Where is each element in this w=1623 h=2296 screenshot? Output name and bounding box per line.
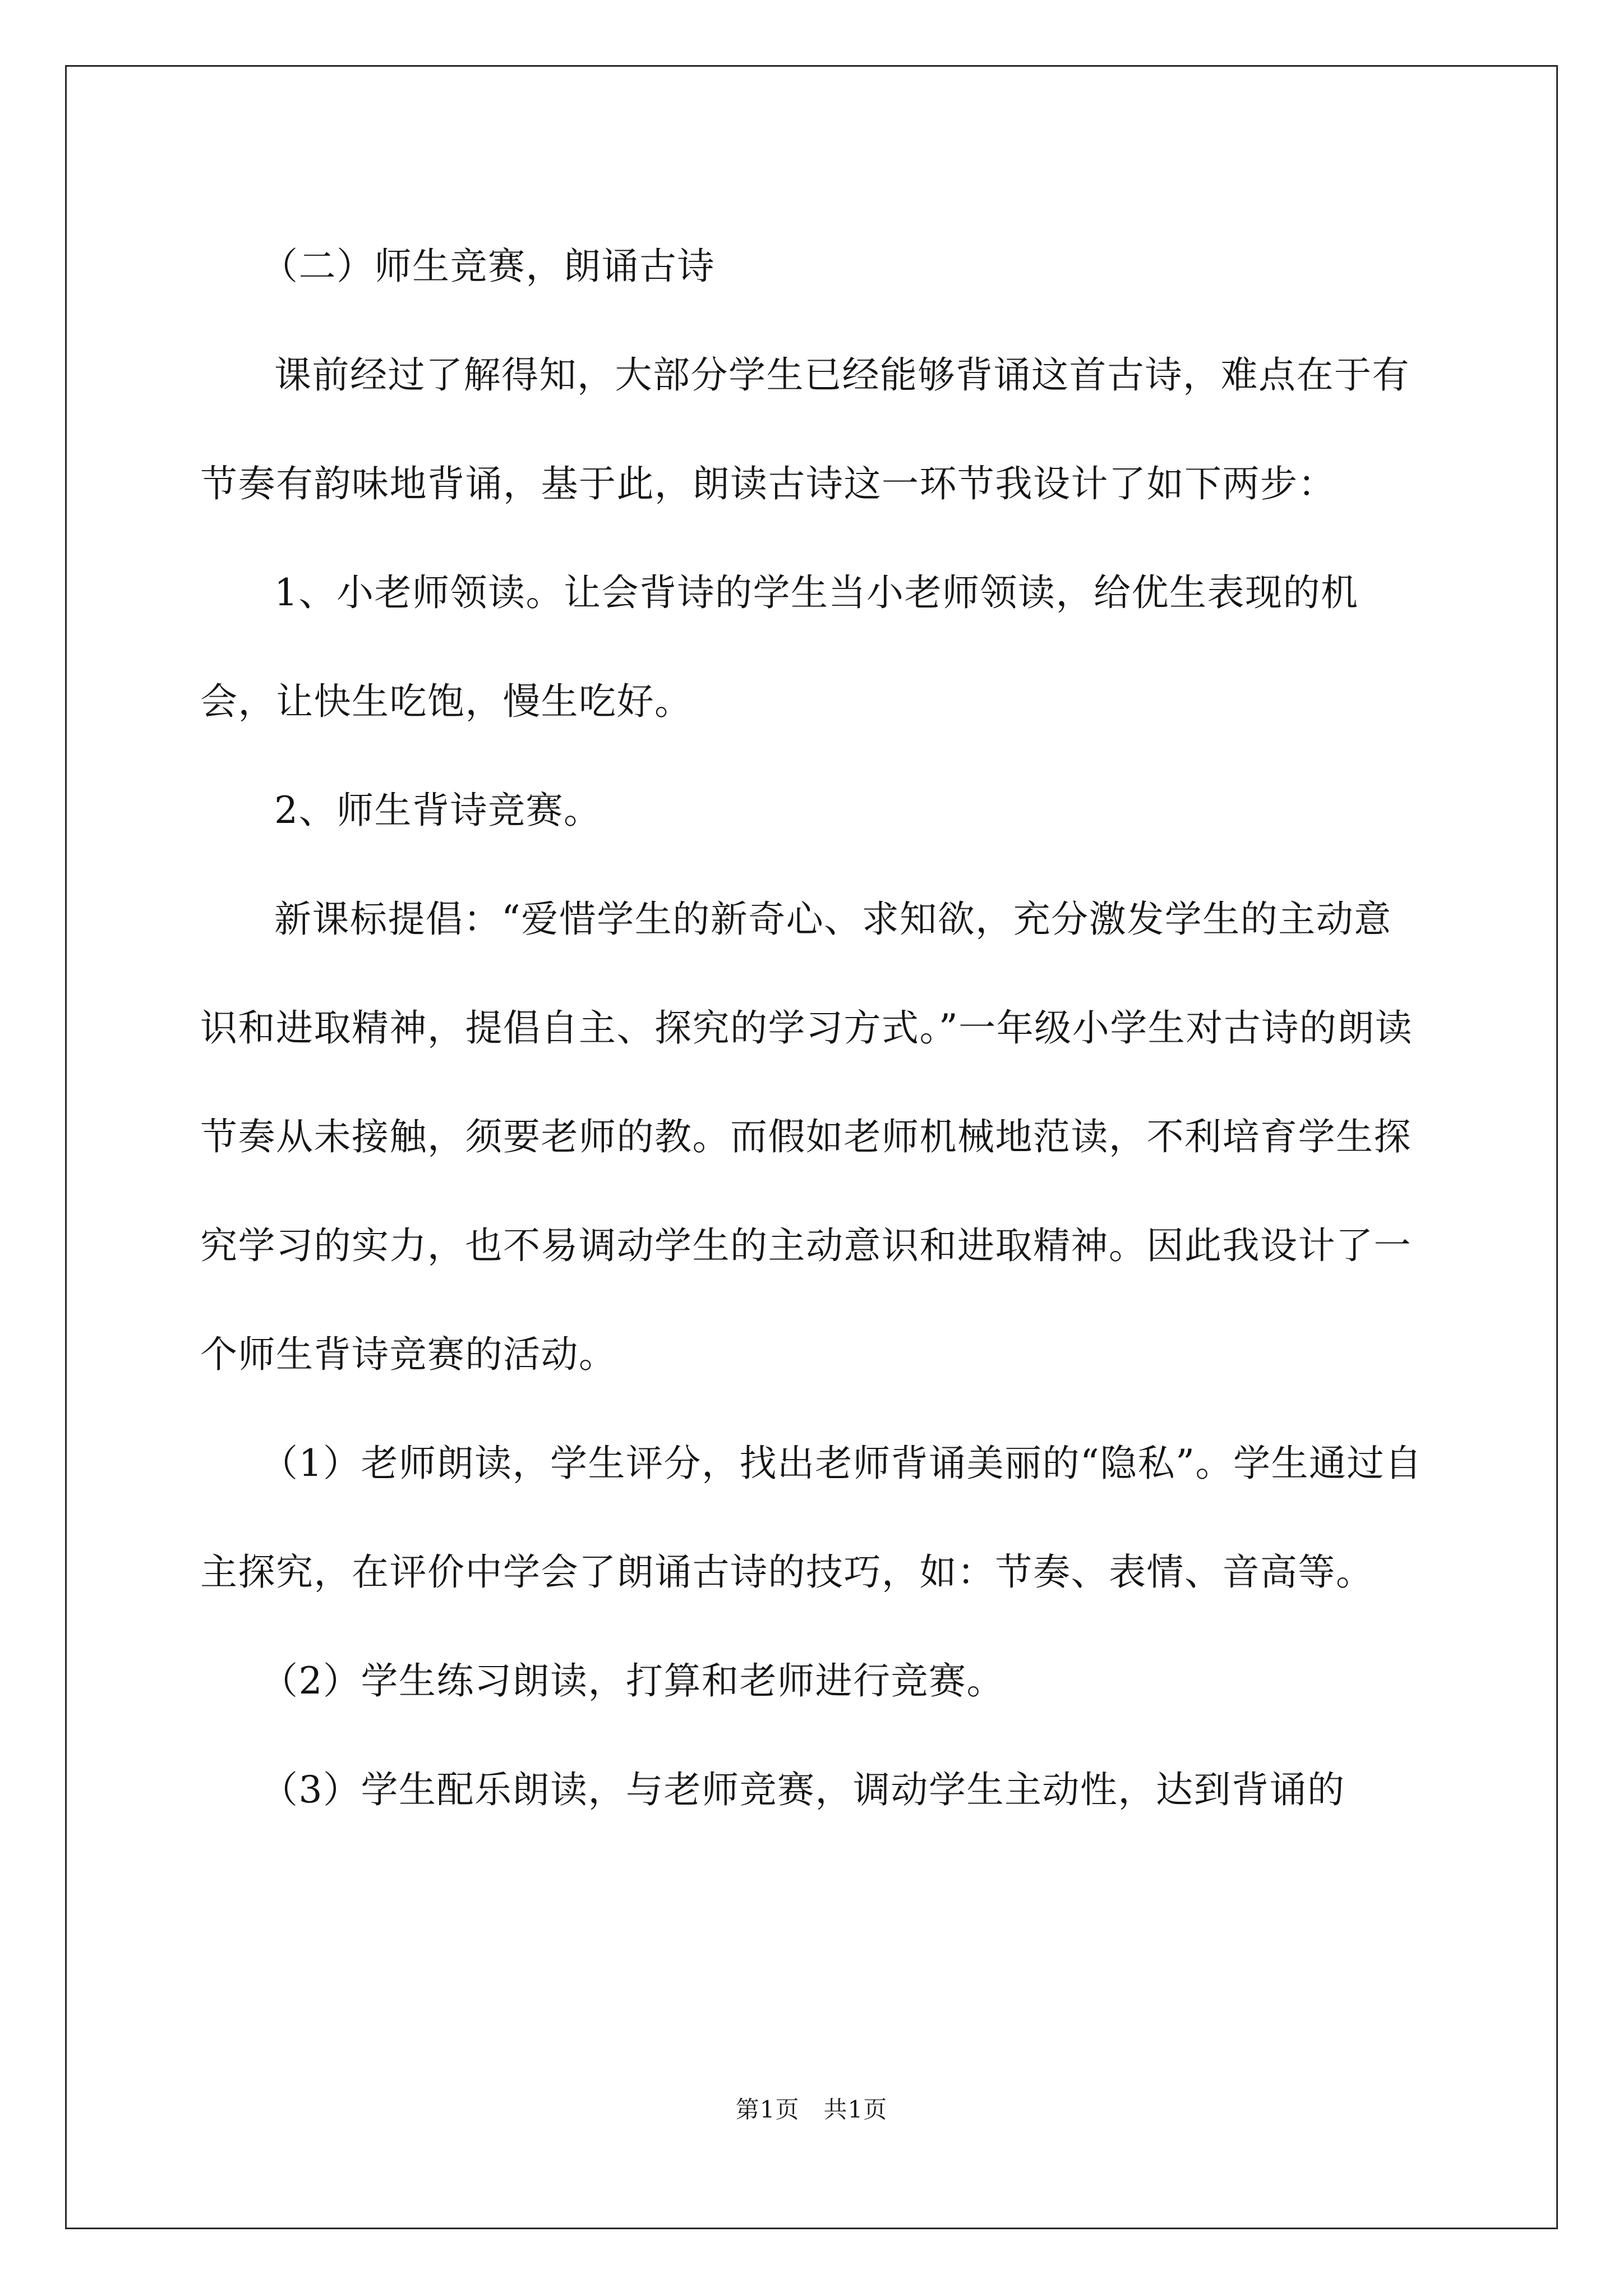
- paragraph: （1）老师朗读，学生评分，找出老师背诵美丽的“隐私”。学生通过自主探究，在评价中学会了朗诵古诗的技巧，如：节奏、表情、音高等。: [200, 1442, 1423, 1594]
- paragraph: （3）学生配乐朗读，与老师竞赛，调动学生主动性，达到背诵的: [261, 1768, 1345, 1811]
- section-heading: （二）师生竞赛，朗诵古诗: [261, 245, 715, 288]
- page-number: 第1页 共1页: [735, 2096, 888, 2123]
- paragraph: 1、小老师领读。让会背诗的学生当小老师领读，给优生表现的机会，让快生吃饱，慢生吃好。: [200, 571, 1359, 723]
- document-body: [200, 212, 1428, 1844]
- paragraph: 课前经过了解得知，大部分学生已经能够背诵这首古诗，难点在于有节奏有韵味地背诵，基于此，朗读古诗这一环节我设计了如下两步：: [200, 353, 1410, 505]
- paragraph: （2）学生练习朗读，打算和老师进行竞赛。: [261, 1659, 1004, 1703]
- paragraph: 2、师生背诗竞赛。: [274, 789, 602, 832]
- paragraph: 新课标提倡：“爱惜学生的新奇心、求知欲，充分激发学生的主动意识和进取精神，提倡自主、探究的学习方式。”一年级小学生对古诗的朗读节奏从未接触，须要老师的教。而假如老师机械地范读，不利培育学生探究学习的实力，也不易调动学生的主动意识和进取精神。因此我设计了一个师生背诗竞赛的活动。: [200, 898, 1413, 1376]
